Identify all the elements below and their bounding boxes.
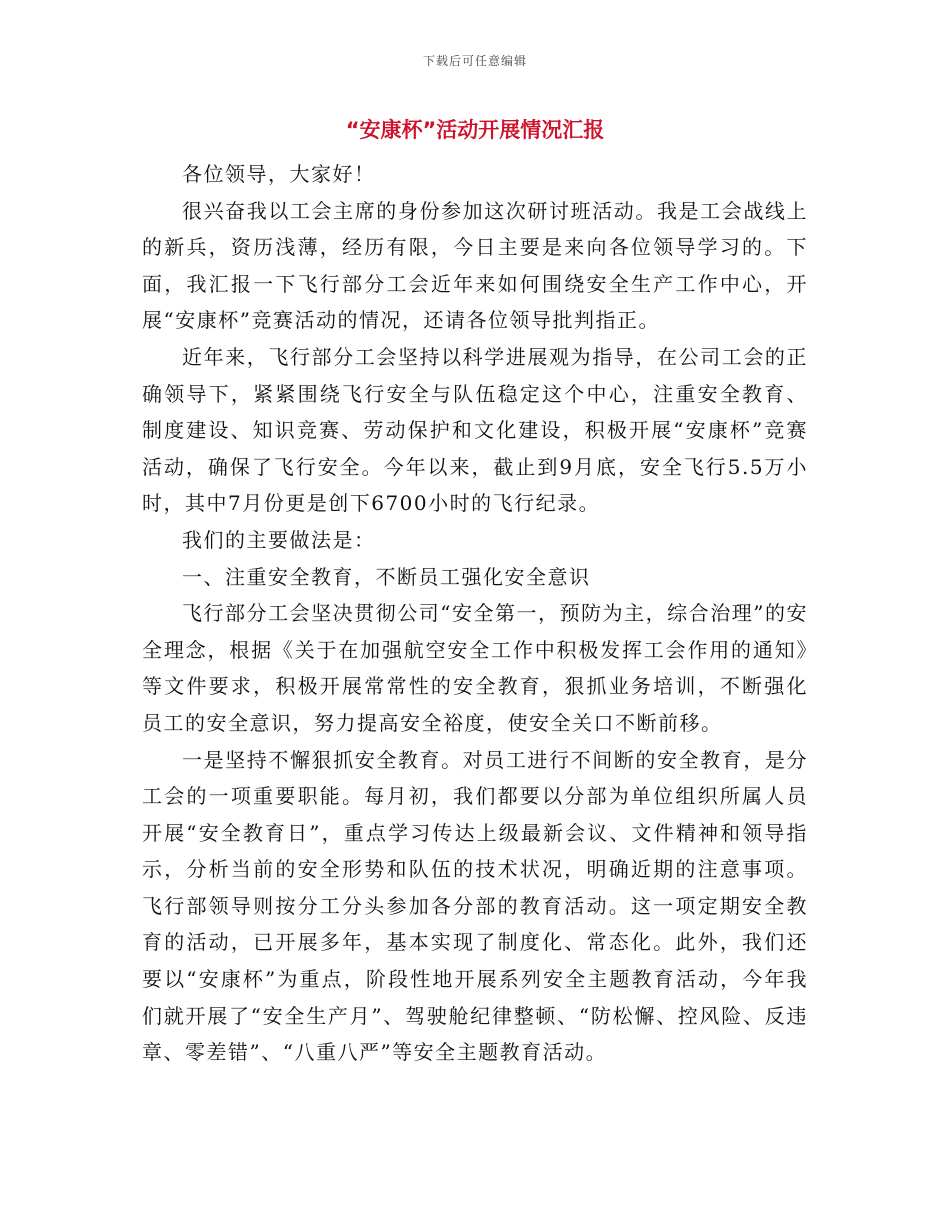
section-heading-1: 一、注重安全教育，不断员工强化安全意识 [182, 564, 591, 589]
header-note: 下载后可任意编辑 [422, 54, 527, 68]
paragraph-safety-education: 一是坚持不懈狠抓安全教育。对员工进行不间断的安全教育，是分工会的一项重要职能。每月初，我们都要以分部为单位组织所属人员开展“安全教育日”，重点学习传达上级最新会议、文件精神和领导指示，分析当前的安全形势和队伍的技术状况，明确近期的注意事项。飞行部领导则按分工分头参加各分部的教育活动。这一项定期安全教育的活动，已开展多年，基本实现了制度化、常态化。此外，我们还要以“安康杯”为重点，阶段性地开展系列安全主题教育活动，今年我们就开展了“安全生产月”、驾驶舱纪律整顿、“防松懈、控风险、反违章、零差错”、“八重八严”等安全主题教育活动。 [142, 747, 808, 1065]
paragraph-safety-concept: 飞行部分工会坚决贯彻公司“安全第一，预防为主，综合治理”的安全理念，根据《关于在加强航空安全工作中积极发挥工会作用的通知》等文件要求，积极开展常常性的安全教育，狠抓业务培训，不断强化员工的安全意识，努力提高安全裕度，使安全关口不断前移。 [142, 601, 808, 735]
paragraph-greeting: 各位领导，大家好！ [182, 162, 376, 186]
document-title: “安康杯”活动开展情况汇报 [345, 118, 605, 142]
paragraph-overview: 近年来，飞行部分工会坚持以科学进展观为指导，在公司工会的正确领导下，紧紧围绕飞行安全与队伍稳定这个中心，注重安全教育、制度建设、知识竞赛、劳动保护和文化建设，积极开展“安康杯”竞赛活动，确保了飞行安全。今年以来，截止到9月底，安全飞行5.5万小时，其中7月份更是创下6700小时的飞行纪录。 [142, 344, 808, 516]
paragraph-intro: 很兴奋我以工会主席的身份参加这次研讨班活动。我是工会战线上的新兵，资历浅薄，经历有限，今日主要是来向各位领导学习的。下面，我汇报一下飞行部分工会近年来如何围绕安全生产工作中心，开展“安康杯”竞赛活动的情况，还请各位领导批判指正。 [142, 198, 808, 333]
document-body [142, 156, 808, 1071]
paragraph-methods-lead: 我们的主要做法是： [182, 527, 376, 552]
